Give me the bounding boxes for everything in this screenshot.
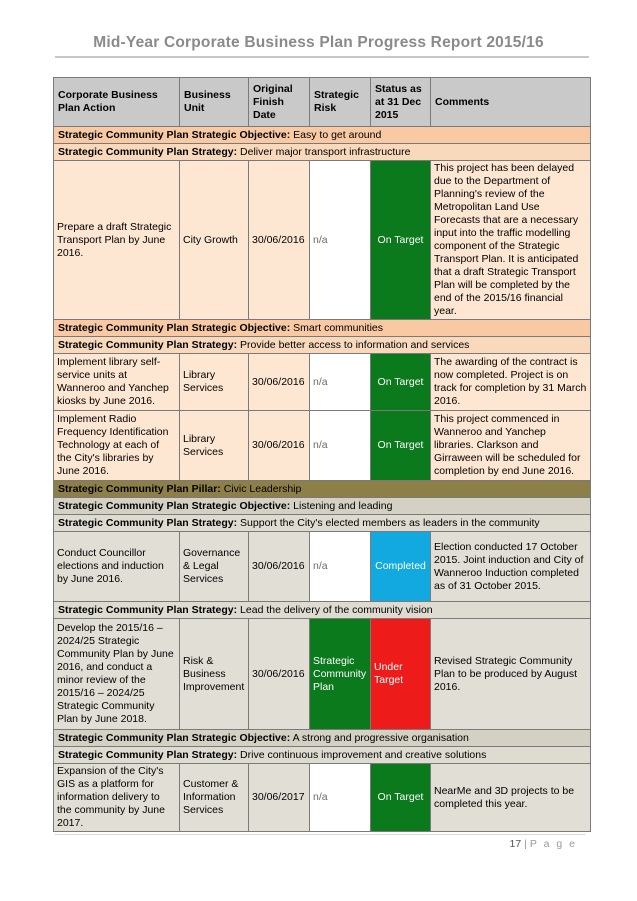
strategy-text: Drive continuous improvement and creative solutions <box>240 748 487 761</box>
risk-cell: n/a <box>310 161 371 320</box>
strategy-label: Strategic Community Plan Strategy: <box>58 748 238 761</box>
page-label: P a g e <box>529 838 577 850</box>
action-cell: Prepare a draft Strategic Transport Plan by June 2016. <box>54 161 180 320</box>
strategy-row <box>54 747 591 764</box>
finish-cell: 30/06/2016 <box>249 619 310 730</box>
action-cell: Develop the 2015/16 – 2024/25 Strategic Community Plan by June 2016, and conduct a minor review of the 2015/16 – 2024/25 Strategic Community Plan by June 2018. <box>54 619 180 730</box>
status-badge: On Target <box>371 411 431 481</box>
status-badge: On Target <box>371 354 431 411</box>
strategy-text: Deliver major transport infrastructure <box>240 145 411 158</box>
strategy-label: Strategic Community Plan Strategy: <box>58 516 238 529</box>
table-row <box>54 354 591 411</box>
finish-cell: 30/06/2016 <box>249 532 310 602</box>
strategy-row <box>54 337 591 354</box>
risk-cell: n/a <box>310 354 371 411</box>
comments-cell: NearMe and 3D projects to be completed this year. <box>431 764 591 832</box>
objective-label: Strategic Community Plan Strategic Objective: <box>58 128 291 141</box>
strategy-label: Strategic Community Plan Strategy: <box>58 603 238 616</box>
table-row <box>54 764 591 832</box>
unit-cell: Customer & Information Services <box>180 764 249 832</box>
objective-row <box>54 730 591 747</box>
objective-row <box>54 127 591 144</box>
table-header-row <box>54 78 591 127</box>
table-row <box>54 411 591 481</box>
risk-cell: n/a <box>310 764 371 832</box>
header-unit: Business Unit <box>180 78 249 127</box>
strategy-row <box>54 602 591 619</box>
header-risk: Strategic Risk <box>310 78 371 127</box>
action-cell: Implement library self-service units at Wanneroo and Yanchep kiosks by June 2016. <box>54 354 180 411</box>
title-divider <box>55 56 589 58</box>
risk-cell: n/a <box>310 532 371 602</box>
objective-text: Listening and leading <box>293 499 393 512</box>
pillar-text: Civic Leadership <box>223 482 302 495</box>
finish-cell: 30/06/2016 <box>249 161 310 320</box>
page-title: Mid-Year Corporate Business Plan Progress Report 2015/16 <box>93 34 544 51</box>
unit-cell: Library Services <box>180 411 249 481</box>
objective-label: Strategic Community Plan Strategic Objective: <box>58 321 291 334</box>
objective-label: Strategic Community Plan Strategic Objective: <box>58 499 291 512</box>
action-cell: Conduct Councillor elections and induction by June 2016. <box>54 532 180 602</box>
action-cell: Implement Radio Frequency Identification Technology at each of the City's libraries by June 2016. <box>54 411 180 481</box>
comments-cell: Revised Strategic Community Plan to be produced by August 2016. <box>431 619 591 730</box>
header-finish: Original Finish Date <box>249 78 310 127</box>
strategy-row <box>54 515 591 532</box>
status-badge: Completed <box>371 532 431 602</box>
finish-cell: 30/06/2016 <box>249 411 310 481</box>
header-status: Status as at 31 Dec 2015 <box>371 78 431 127</box>
objective-text: Smart communities <box>293 321 384 334</box>
strategy-text: Support the City's elected members as leaders in the community <box>240 516 540 529</box>
header-comments: Comments <box>431 78 591 127</box>
strategy-label: Strategic Community Plan Strategy: <box>58 145 238 158</box>
unit-cell: Library Services <box>180 354 249 411</box>
table-row <box>54 532 591 602</box>
strategy-row <box>54 144 591 161</box>
objective-text: Easy to get around <box>293 128 382 141</box>
comments-cell: The awarding of the contract is now completed. Project is on track for completion by 31 March 2016. <box>431 354 591 411</box>
unit-cell: Risk & Business Improvement <box>180 619 249 730</box>
strategy-label: Strategic Community Plan Strategy: <box>58 338 238 351</box>
finish-cell: 30/06/2016 <box>249 354 310 411</box>
business-plan-table <box>53 77 591 832</box>
table-row <box>54 161 591 320</box>
strategy-text: Provide better access to information and services <box>240 338 470 351</box>
strategy-text: Lead the delivery of the community vision <box>240 603 433 616</box>
status-badge: On Target <box>371 161 431 320</box>
footer-divider <box>55 834 585 835</box>
objective-text: A strong and progressive organisation <box>292 731 469 744</box>
pillar-label: Strategic Community Plan Pillar: <box>58 482 221 495</box>
unit-cell: City Growth <box>180 161 249 320</box>
action-cell: Expansion of the City's GIS as a platform for information delivery to the community by June 2017. <box>54 764 180 832</box>
finish-cell: 30/06/2017 <box>249 764 310 832</box>
status-badge: Under Target <box>371 619 431 730</box>
page-separator: | <box>524 838 527 850</box>
unit-cell: Governance & Legal Services <box>180 532 249 602</box>
table-row <box>54 619 591 730</box>
header-action: Corporate Business Plan Action <box>54 78 180 127</box>
objective-row <box>54 320 591 337</box>
comments-cell: Election conducted 17 October 2015. Joint induction and City of Wanneroo Induction completed as of 31 October 2015. <box>431 532 591 602</box>
comments-cell: This project has been delayed due to the Department of Planning's review of the Metropolitan Land Use Forecasts that are a necessary input into the traffic modelling component of the Strategic Transport Plan. It is anticipated that a draft Strategic Transport Plan will be completed by the end of the 2015/16 financial year. <box>431 161 591 320</box>
pillar-row <box>54 481 591 498</box>
status-badge: On Target <box>371 764 431 832</box>
comments-cell: This project commenced in Wanneroo and Yanchep libraries. Clarkson and Girraween will be scheduled for completion by end June 2016. <box>431 411 591 481</box>
page-footer <box>509 838 577 850</box>
objective-row <box>54 498 591 515</box>
risk-cell: n/a <box>310 411 371 481</box>
objective-label: Strategic Community Plan Strategic Objective: <box>58 731 291 744</box>
page-number: 17 <box>509 838 522 850</box>
risk-cell: Strategic Community Plan <box>310 619 371 730</box>
